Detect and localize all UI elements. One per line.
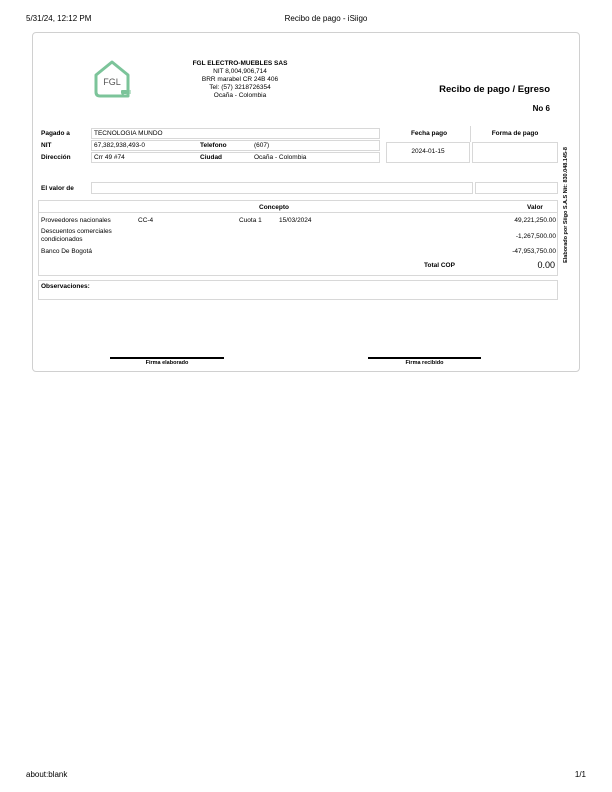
row-2-value: -1,267,500.00 — [515, 233, 556, 240]
company-logo — [92, 58, 132, 100]
paid-to-value: TECNOLOGIA MUNDO — [94, 130, 163, 137]
city-value: Ocaña - Colombia — [254, 154, 307, 161]
address-label: Dirección — [41, 154, 71, 161]
company-address: BRR marabel CR 24B 406 — [201, 76, 279, 83]
nit-label: NIT — [41, 142, 52, 149]
value-header: Valor — [527, 204, 543, 211]
phone-label: Telefono — [200, 142, 227, 149]
payment-method-box — [472, 142, 558, 163]
print-page-title: Recibo de pago - iSiigo — [284, 14, 368, 23]
print-page-count: 1/1 — [574, 770, 586, 779]
phone-value: (607) — [254, 142, 270, 149]
row-2-concept: Descuentos comerciales condicionados — [41, 228, 112, 243]
company-name: FGL ELECTRO-MUEBLES SAS — [192, 60, 288, 67]
row-3-concept: Banco De Bogotá — [41, 248, 92, 255]
company-info — [180, 60, 300, 100]
amount-side-box — [475, 182, 558, 194]
row-3-value: -47,953,750.00 — [512, 248, 556, 255]
concept-header: Concepto — [259, 204, 289, 211]
row-1-concept: Proveedores nacionales — [41, 217, 111, 224]
row-1-code: CC-4 — [138, 217, 154, 224]
logo-text: FGL — [103, 77, 121, 87]
city-label: Ciudad — [200, 154, 223, 161]
print-url: about:blank — [26, 770, 68, 779]
amount-label: El valor de — [41, 185, 74, 192]
concept-table-header-rule — [38, 212, 558, 213]
header-divider — [470, 126, 471, 142]
company-phone: Tel: (57) 3218726354 — [209, 84, 271, 91]
payment-date-value: 2024-01-15 — [411, 148, 445, 155]
document-title: Recibo de pago / Egreso — [439, 84, 550, 95]
total-label: Total COP — [424, 262, 455, 269]
nit-value: 67,382,938,493-0 — [94, 142, 145, 149]
company-nit: NIT 8,004,906,714 — [213, 68, 267, 75]
print-datetime: 5/31/24, 12:12 PM — [26, 14, 92, 23]
row-1-installment: Cuota 1 — [239, 217, 262, 224]
side-note-text: Elaborado por Siigo S.A.S Nit: 830.048.145-8 — [563, 147, 569, 263]
amount-box — [91, 182, 473, 194]
payment-method-label: Forma de pago — [491, 130, 539, 137]
total-value: 0.00 — [537, 260, 555, 270]
address-row-box — [91, 152, 380, 163]
signature-received-label: Firma recibido — [405, 360, 444, 366]
company-city: Ocaña - Colombia — [213, 92, 267, 99]
document-number: No 6 — [532, 104, 550, 113]
paid-to-label: Pagado a — [41, 130, 70, 137]
house-plug-icon — [92, 58, 132, 100]
signature-line-prepared — [110, 357, 224, 359]
row-1-date: 15/03/2024 — [279, 217, 312, 224]
address-value: Crr 49 #74 — [94, 154, 125, 161]
payment-date-label: Fecha pago — [410, 130, 448, 137]
signature-line-received — [368, 357, 481, 359]
observations-box — [38, 280, 558, 300]
row-1-value: 49,221,250.00 — [514, 217, 556, 224]
signature-prepared-label: Firma elaborado — [145, 360, 189, 366]
side-note — [562, 140, 570, 270]
observations-label: Observaciones: — [41, 283, 90, 290]
